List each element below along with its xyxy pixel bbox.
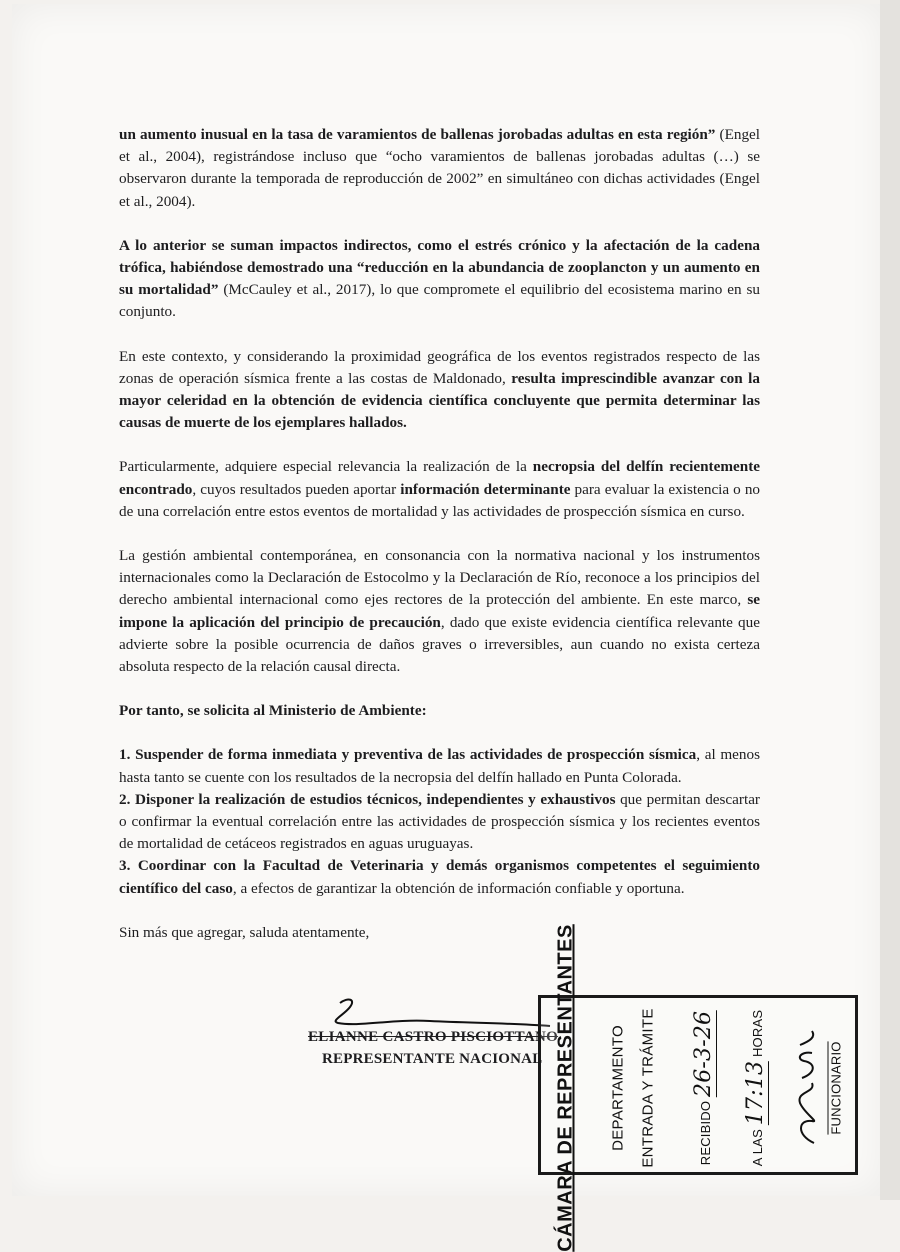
stamp-received-row — [691, 1011, 717, 1166]
stamp-chamber-col — [551, 924, 581, 1252]
stamp-received-date: 26-3-26 — [691, 1010, 716, 1097]
p4-bold-1: necropsia del delfín recientemente encontrado — [119, 458, 760, 498]
signature-block — [300, 993, 570, 1073]
p3-bold: resulta imprescindible avanzar con la mayor celeridad en la obtención de evidencia científica concluyente que permita determinar las causas de muerte de los ejemplares hallados. — [119, 369, 760, 432]
stamp-official-col — [821, 998, 851, 1178]
item2-bold: 2. Disponer la realización de estudios técnicos, independientes y exhaustivos — [119, 790, 616, 808]
item3-bold: 3. Coordinar con la Facultad de Veterinaria y demás organismos competentes el seguimiento científico del caso — [119, 857, 760, 897]
stamp-department: DEPARTAMENTO — [609, 1025, 627, 1151]
stamp-department-col — [603, 998, 633, 1178]
p4-bold-2: información determinante — [400, 480, 571, 498]
item3-rest: , a efectos de garantizar la obtención de información confiable y oportuna. — [232, 879, 685, 897]
stamp-received-label: RECIBIDO — [698, 1100, 713, 1166]
p2-rest: (McCauley et al., 2017), lo que compromete el equilibrio del ecosistema marino en su conjunto. — [119, 281, 760, 321]
stamp-official-label: FUNCIONARIO — [828, 1041, 844, 1135]
item1-rest: , al menos hasta tanto se cuente con los resultados de la necropsia del delfín hallado en Punta Colorada. — [119, 746, 760, 786]
p3-start: En este contexto, y considerando la proximidad geográfica de los eventos registrados respecto de las zonas de operación sísmica frente a las costas de Maldonado, — [119, 347, 760, 387]
stamp-hours-label: HORAS — [750, 1009, 765, 1058]
stamp-time: 17:13 — [743, 1060, 768, 1126]
stamp-section: ENTRADA Y TRÁMITE — [639, 1008, 657, 1168]
request-item-2 — [119, 789, 760, 856]
p4-mid: , cuyos resultados pueden aportar — [192, 480, 401, 498]
scan-edge — [880, 0, 900, 1200]
p4-end: para evaluar la existencia o no de una correlación entre estos eventos de mortalidad y las actividades de prospección sísmica en curso. — [119, 480, 761, 520]
p5-end: , dado que existe evidencia científica relevante que advierte sobre la posible ocurrencia de daños graves o irreversibles, aun cuando no exista certeza absoluta respecto de la relación causal directa. — [119, 613, 760, 676]
request-heading — [119, 700, 760, 722]
paragraph-3 — [119, 346, 760, 435]
request-item-3 — [119, 855, 760, 899]
item1-bold: 1. Suspender de forma inmediata y preventiva de las actividades de prospección sísmica — [119, 746, 697, 764]
paragraph-1 — [119, 124, 760, 213]
item2-rest: que permitan descartar o confirmar la eventual correlación entre las actividades de prospección sísmica y los recientes eventos de mortalidad de cetáceos registrados en aguas uruguayas. — [119, 790, 760, 853]
stamp-time-col — [741, 998, 771, 1178]
stamp-time-row — [743, 1010, 769, 1166]
stamp-at-label: A LAS — [750, 1129, 765, 1167]
stamp-received-col — [689, 998, 719, 1178]
official-initials — [786, 1023, 826, 1153]
signer-name: ELIANNE CASTRO PISCIOTTANO — [308, 1029, 559, 1045]
reception-stamp — [538, 924, 858, 1252]
closing-text: Sin más que agregar, saluda atentamente, — [119, 923, 370, 941]
p5-bold: se impone la aplicación del principio de precaución — [119, 591, 760, 631]
document-body — [119, 124, 760, 966]
stamp-section-col — [633, 998, 663, 1178]
paragraph-5 — [119, 545, 760, 678]
p4-start: Particularmente, adquiere especial relevancia la realización de la — [119, 458, 533, 476]
stamp-chamber: CÁMARA DE REPRESENTANTES — [554, 924, 577, 1252]
p1-bold: un aumento inusual en la tasa de varamientos de ballenas jorobadas adultas en esta región” — [119, 126, 716, 143]
request-heading-text: Por tanto, se solicita al Ministerio de Ambiente: — [119, 702, 427, 720]
paragraph-2 — [119, 235, 760, 324]
p1-rest: (Engel et al., 2004), registrándose incluso que “ocho varamientos de ballenas jorobadas adultas (…) se observaron durante la temporada de reproducción de 2002” en simultáneo con dichas actividades (Engel et al., 2004). — [119, 126, 760, 210]
request-item-1 — [119, 744, 760, 788]
paragraph-4 — [119, 456, 760, 523]
closing — [119, 922, 760, 944]
signer-role: REPRESENTANTE NACIONAL — [322, 1051, 543, 1067]
p2-bold: A lo anterior se suman impactos indirectos, como el estrés crónico y la afectación de la cadena trófica, habiéndose demostrado una “reducción en la abundancia de zooplancton y un aumento en su mortalidad” — [119, 236, 760, 299]
p5-start: La gestión ambiental contemporánea, en consonancia con la normativa nacional y los instrumentos internacionales como la Declaración de Estocolmo y la Declaración de Río, reconoce a los principios del derecho ambiental internacional como ejes rectores de la protección del ambiente. En este marco, — [119, 547, 760, 609]
